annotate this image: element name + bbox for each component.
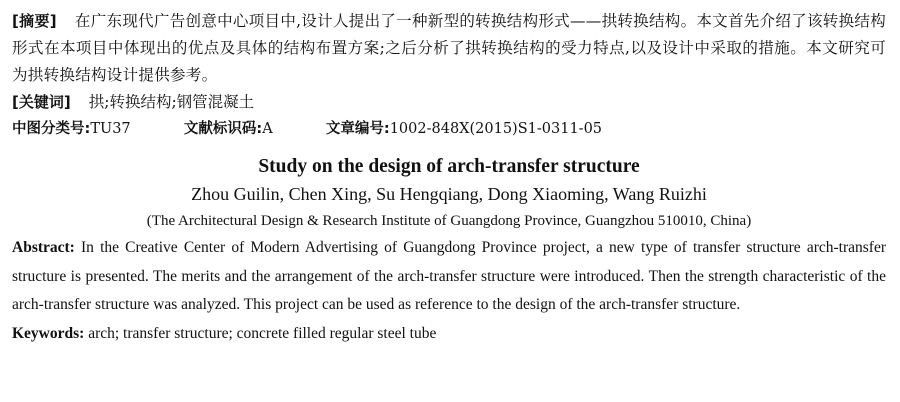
paper-page: [12, 8, 886, 348]
article-no-label: 文章编号:: [325, 121, 390, 137]
en-keywords-label: Keywords:: [12, 324, 85, 342]
en-abstract-text: In the Creative Center of Modern Advertising of Guangdong Province project, a new type of transfer structure arch-transfer structure is presented. The merits and the arrangement of the arch-transfer structure were introduced. Then the strength characteristic of the arch-transfer structure was analyzed. This project can be used as reference to the design of the arch-transfer structure.: [12, 239, 886, 313]
cn-abstract-label: [摘要]: [12, 12, 57, 30]
cn-keywords-row: [12, 89, 886, 116]
cn-abstract-paragraph: [12, 8, 886, 89]
en-keywords-row: [12, 320, 886, 348]
cn-keywords-text: 拱;转换结构;钢管混凝土: [88, 93, 255, 111]
affiliation: (The Architectural Design & Research Institute of Guangdong Province, Guangzhou 510010, China): [146, 213, 752, 229]
classification-row: [12, 116, 886, 142]
en-abstract-label: Abstract:: [12, 239, 75, 256]
doc-code-label: 文献标识码:: [183, 121, 263, 137]
paper-title: Study on the design of arch-transfer structure: [258, 156, 640, 177]
en-abstract-paragraph: [12, 234, 886, 320]
doc-code-value: A: [262, 121, 273, 137]
cn-keywords-label: [关键词]: [12, 93, 71, 111]
clc-value: TU37: [90, 121, 131, 137]
cn-abstract-text: 在广东现代广告创意中心项目中,设计人提出了一种新型的转换结构形式——拱转换结构。本文首先介绍了该转换结构形式在本项目中体现出的优点及具体的结构布置方案;之后分析了拱转换结构的受力特点,以及设计中采取的措施。本文研究可为拱转换结构设计提供参考。: [12, 12, 886, 84]
clc-label: 中图分类号:: [12, 121, 91, 137]
en-keywords-text: arch; transfer structure; concrete filled regular steel tube: [84, 324, 437, 342]
article-no-value: 1002-848X(2015)S1-0311-05: [389, 121, 603, 137]
author-list: Zhou Guilin, Chen Xing, Su Hengqiang, Dong Xiaoming, Wang Ruizhi: [191, 184, 707, 204]
